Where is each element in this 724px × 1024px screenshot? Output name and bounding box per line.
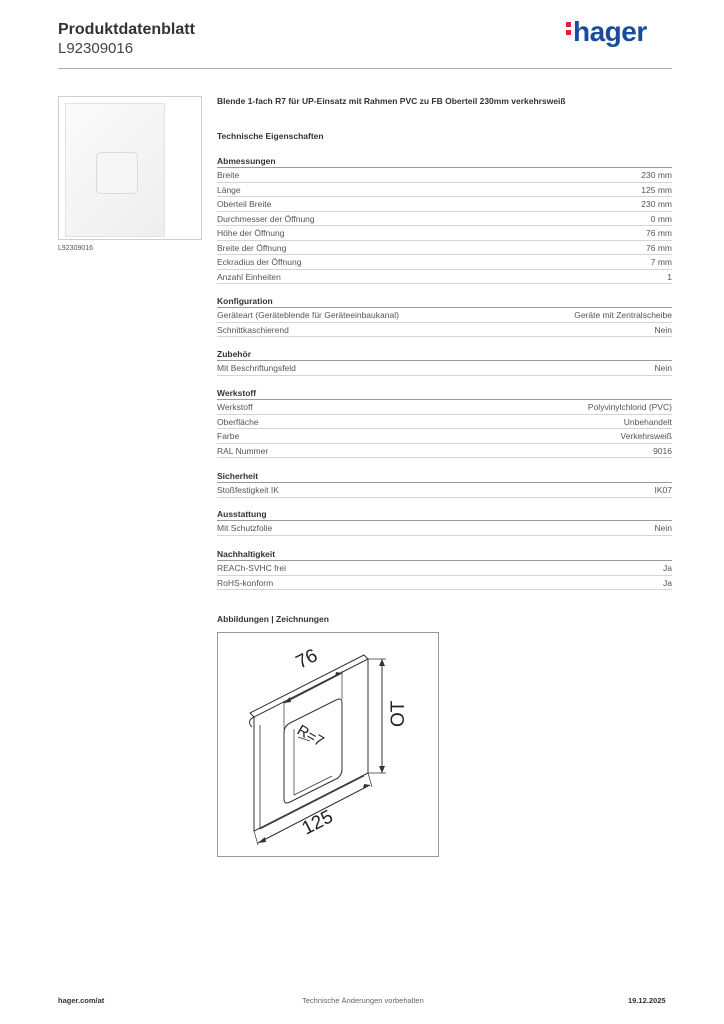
spec-label: Breite [217, 170, 240, 180]
dim-label-height: OT [388, 700, 409, 727]
spec-label: Mit Beschriftungsfeld [217, 363, 296, 373]
spec-label: Anzahl Einheiten [217, 271, 281, 282]
section-title: Nachhaltigkeit [217, 548, 672, 561]
footer-website: hager.com/at [58, 996, 105, 1005]
spec-value: 7 mm [650, 257, 672, 267]
drawing-svg [218, 633, 438, 856]
arrow-length-left [258, 837, 266, 843]
product-image-caption: L92309016 [58, 245, 94, 252]
section-werkstoff [217, 387, 672, 458]
spec-row [217, 168, 672, 183]
spec-value: Geräte mit Zentralscheibe [574, 310, 672, 320]
arrow-height-bottom [379, 766, 385, 773]
dim-ext-height [368, 659, 386, 773]
spec-row [217, 212, 672, 227]
spec-value: Polyvinylchlorid (PVC) [587, 402, 672, 412]
section-title: Sicherheit [217, 470, 672, 483]
spec-row [217, 226, 672, 241]
section-konfiguration [217, 295, 672, 337]
footer-date: 19.12.2025 [628, 996, 666, 1005]
technical-drawing [217, 632, 439, 857]
spec-value: Nein [654, 324, 672, 335]
spec-value: 76 mm [646, 242, 672, 253]
spec-label: Länge [217, 184, 241, 195]
spec-row [217, 197, 672, 212]
section-ausstattung [217, 508, 672, 536]
spec-label: Stoßfestigkeit IK [217, 485, 279, 495]
spec-row [217, 270, 672, 285]
spec-label: Geräteart (Geräteblende für Geräteeinbaukanal) [217, 310, 399, 320]
section-title: Werkstoff [217, 387, 672, 400]
section-zubehoer [217, 348, 672, 376]
spec-value: 230 mm [641, 170, 672, 180]
section-title: Abmessungen [217, 155, 672, 168]
spec-label: Farbe [217, 431, 240, 441]
spec-row [217, 323, 672, 338]
section-sicherheit [217, 470, 672, 498]
spec-value: 9016 [653, 445, 672, 456]
spec-label: REACh-SVHC frei [217, 563, 286, 573]
dim-label-width: 76 [292, 645, 322, 674]
spec-value: 0 mm [650, 213, 672, 224]
spec-label: Oberfläche [217, 416, 259, 427]
footer-note: Technische Änderungen vorbehalten [302, 996, 424, 1005]
spec-row [217, 521, 672, 536]
spec-label: RAL Nummer [217, 445, 269, 456]
spec-value: Nein [654, 363, 672, 373]
header-divider [58, 68, 672, 69]
section-nachhaltigkeit [217, 548, 672, 590]
spec-value: Ja [663, 577, 672, 588]
dim-label-radius: R=7 [294, 721, 327, 751]
spec-value: Ja [663, 563, 672, 573]
brand-logo [566, 16, 647, 48]
spec-row [217, 183, 672, 198]
section-abmessungen [217, 155, 672, 284]
spec-label: Höhe der Öffnung [217, 228, 285, 238]
spec-label: Durchmesser der Öffnung [217, 213, 315, 224]
spec-value: Verkehrsweiß [620, 431, 672, 441]
spec-value: Unbehandelt [623, 416, 672, 427]
spec-row [217, 308, 672, 323]
spec-row [217, 400, 672, 415]
spec-label: Mit Schutzfolie [217, 523, 273, 533]
article-number: L92309016 [58, 40, 134, 57]
section-title: Ausstattung [217, 508, 672, 521]
arrow-width-left [284, 697, 291, 703]
figures-heading: Abbildungen | Zeichnungen [217, 614, 329, 624]
tech-properties-heading: Technische Eigenschaften [217, 131, 324, 141]
spec-value: 125 mm [641, 184, 672, 195]
spec-row [217, 255, 672, 270]
spec-row [217, 561, 672, 576]
spec-row [217, 415, 672, 430]
brand-name: hager [573, 16, 647, 47]
product-image [58, 96, 202, 240]
dim-line-width [284, 673, 342, 703]
spec-row [217, 241, 672, 256]
spec-row [217, 576, 672, 591]
spec-row [217, 483, 672, 498]
cover-opening-shape [96, 152, 138, 194]
page-title: Produktdatenblatt [58, 21, 195, 38]
spec-row [217, 444, 672, 459]
spec-label: Eckradius der Öffnung [217, 257, 302, 267]
dim-label-length: 125 [298, 806, 337, 840]
section-title: Konfiguration [217, 295, 672, 308]
flange-curl-shape [249, 717, 254, 727]
logo-dots-icon [566, 19, 571, 38]
arrow-length-right [363, 784, 370, 789]
section-title: Zubehör [217, 348, 672, 361]
spec-label: RoHS-konform [217, 577, 274, 588]
spec-label: Werkstoff [217, 402, 253, 412]
spec-value: 76 mm [646, 228, 672, 238]
spec-row [217, 429, 672, 444]
spec-value: Nein [654, 523, 672, 533]
spec-label: Breite der Öffnung [217, 242, 287, 253]
spec-value: 1 [667, 271, 672, 282]
spec-row [217, 361, 672, 376]
dim-ext-width [284, 671, 342, 729]
spec-label: Schnittkaschierend [217, 324, 289, 335]
spec-value: IK07 [654, 485, 672, 495]
opening-outline-shape [284, 699, 342, 803]
arrow-height-top [379, 659, 385, 666]
product-name: Blende 1-fach R7 für UP-Einsatz mit Rahmen PVC zu FB Oberteil 230mm verkehrsweiß [217, 96, 566, 106]
spec-label: Oberteil Breite [217, 199, 272, 209]
spec-value: 230 mm [641, 199, 672, 209]
cover-plate-shape [65, 103, 165, 237]
